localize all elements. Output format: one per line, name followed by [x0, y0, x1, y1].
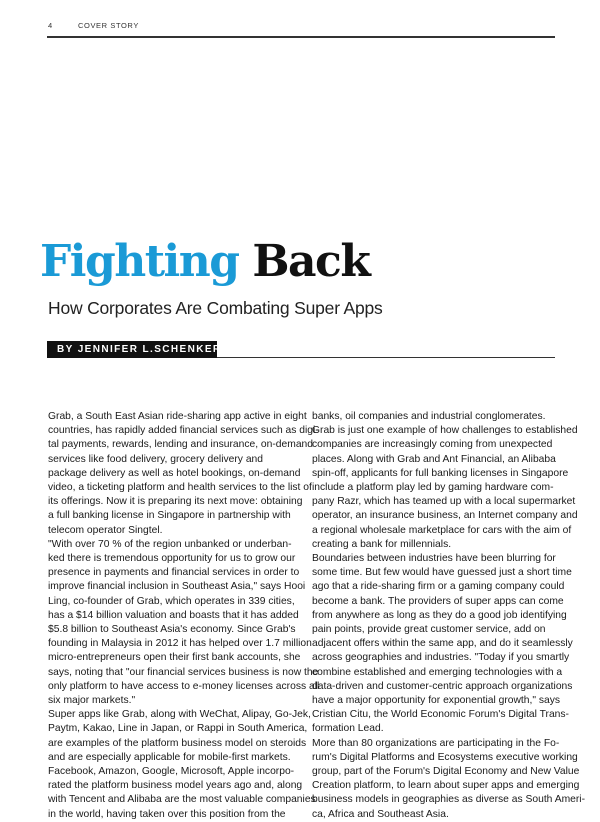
text-line: its offerings. Now it is preparing its next move: obtaining — [48, 496, 303, 508]
text-line: only platform to have access to e-money licenses across all — [48, 680, 320, 692]
text-line: Grab, a South East Asian ride-sharing app active in eight — [48, 411, 307, 422]
left-column — [48, 410, 320, 822]
text-line: services like food delivery, grocery delivery and — [48, 453, 263, 465]
text-line: some time. But few would have guessed just a short time — [312, 567, 572, 579]
byline: BY JENNIFER L.SCHENKER — [57, 344, 222, 355]
text-line: Facebook, Amazon, Google, Microsoft, Apple incorpo- — [48, 766, 295, 778]
text-line: telecom operator Singtel. — [48, 524, 163, 536]
text-line: a regional wholesale marketplace for cars with the aim of — [312, 524, 572, 536]
text-line: spin-off, applicants for full banking licenses in Singapore — [312, 467, 569, 479]
text-line: are examples of the platform business model on steroids — [48, 737, 307, 749]
text-line: have a major opportunity for exponential growth," says — [312, 695, 561, 707]
text-line: tal payments, rewards, lending and insurance, on-demand — [48, 439, 314, 451]
text-line: $5.8 billion to Southeast Asia's economy. Since Grab's — [48, 624, 296, 636]
text-line: ago that a ride-sharing firm or a gaming company could — [312, 581, 565, 593]
article-title — [40, 236, 369, 287]
text-line: in the world, having taken over this position from the — [48, 808, 286, 820]
text-line: adjacent offers within the same app, and do it seamlessly — [312, 638, 573, 650]
text-line: Paytm, Kakao, Line in Japan, or Rappi in South America, — [48, 723, 308, 735]
text-line: Boundaries between industries have been blurring for — [312, 553, 556, 565]
section-label: COVER STORY — [78, 21, 139, 30]
text-line: and are especially applicable for mobile-first markets. — [48, 751, 291, 763]
text-line: Ling, co-founder of Grab, which operates in 339 cities, — [48, 595, 295, 607]
text-line: business models in geographies as diverse as South Ameri- — [312, 794, 586, 806]
text-line: micro-entrepreneurs open their first bank accounts, she — [48, 652, 301, 664]
text-line: a full banking license in Singapore in partnership with — [48, 510, 291, 522]
article-subtitle: How Corporates Are Combating Super Apps — [48, 298, 383, 318]
text-line: across geographies and industries. "Today if you smartly — [312, 652, 570, 664]
text-line: group, part of the Forum's Digital Economy and New Value — [312, 766, 580, 778]
text-line: rated the platform business model years ago and, along — [48, 780, 303, 792]
text-line: More than 80 organizations are participating in the Fo- — [312, 737, 560, 749]
text-line: ked there is tremendous opportunity for us to grow our — [48, 553, 296, 565]
text-line: operator, an insurance business, an Internet company and — [312, 510, 578, 522]
title-highlight: Fighting — [40, 236, 239, 287]
text-line: Grab is just one example of how challenges to established — [312, 425, 578, 437]
text-line: Creation platform, to learn about super apps and emerging — [312, 780, 580, 792]
text-line: ca, Africa and Southeast Asia. — [312, 808, 449, 820]
text-line: improve financial inclusion in Southeast Asia," says Hooi — [48, 581, 306, 593]
text-line: from anywhere as long as they do a good job identifying — [312, 609, 567, 621]
text-line: include a platform play led by gaming hardware com- — [312, 482, 554, 494]
text-line: data-driven and customer-centric approach organizations — [312, 680, 573, 692]
text-line: become a bank. The providers of super apps can come — [312, 595, 564, 607]
page-number: 4 — [48, 21, 53, 30]
text-line: with Tencent and Alibaba are the most valuable companies — [48, 794, 316, 806]
text-line: presence in payments and financial services in order to — [48, 567, 300, 579]
text-line: combine established and emerging technologies with a — [312, 666, 563, 678]
text-line: package delivery as well as hotel bookings, on-demand — [48, 467, 301, 479]
text-line: pany Razr, which has teamed up with a local supermarket — [312, 496, 576, 508]
text-line: places. Along with Grab and Ant Financial, an Alibaba — [312, 453, 556, 465]
text-line: rum's Digital Platforms and Ecosystems executive working — [312, 751, 578, 763]
text-line: founding in Malaysia in 2012 it has helped over 1.7 million — [48, 638, 312, 650]
text-line: Cristian Citu, the World Economic Forum's Digital Trans- — [312, 709, 569, 721]
text-line: Super apps like Grab, along with WeChat, Alipay, Go-Jek, — [48, 709, 311, 721]
text-line: companies are increasingly coming from unexpected — [312, 439, 553, 451]
text-line: formation Lead. — [312, 723, 384, 735]
text-line: six major markets." — [48, 695, 136, 707]
byline-rule — [217, 357, 555, 358]
text-line: creating a bank for millennials. — [312, 538, 452, 550]
header-rule — [47, 36, 555, 38]
text-line: has a $14 billion valuation and boasts that it has added — [48, 609, 299, 621]
title-rest: Back — [252, 236, 370, 287]
text-line: pain points, provide great customer service, add on — [312, 624, 546, 636]
text-line: video, a ticketing platform and health services to the list of — [48, 482, 312, 494]
text-line: banks, oil companies and industrial conglomerates. — [312, 411, 546, 422]
text-line: says, noting that "our financial services business is now the — [48, 666, 319, 678]
text-line: countries, has rapidly added financial services such as digi- — [48, 425, 319, 437]
right-column — [312, 410, 586, 822]
text-line: "With over 70 % of the region unbanked or underban- — [48, 538, 292, 550]
